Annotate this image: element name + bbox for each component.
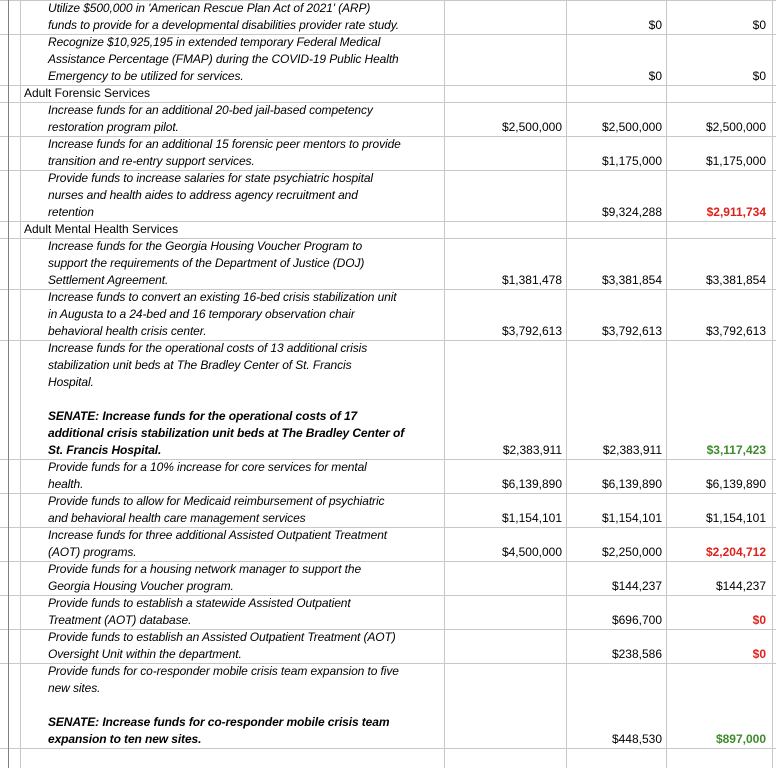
item-description: Increase funds for an additional 15 forensic peer mentors to provide transition and re-entry support services. [48,137,401,168]
amount-cell-c2: $1,175,000 [601,154,662,168]
column-gridline [566,0,567,768]
amount-cell-c2: $238,586 [611,647,662,661]
amount-cell-c2: $144,237 [611,579,662,593]
amount-cell-c1: $6,139,890 [501,477,562,491]
senate-amendment-text: St. Francis Hospital. [48,443,162,457]
amount-cell-c2: $3,381,854 [601,273,662,287]
amount-cell-c3: $0 [752,18,766,32]
section-header: Adult Forensic Services [24,86,151,100]
amount-cell-c3: $3,792,613 [705,324,766,338]
row-gridline [0,629,776,630]
row-gridline [0,663,776,664]
row-gridline [0,238,776,239]
row-gridline [0,289,776,290]
row-gridline [0,221,776,222]
amount-cell-c2: $2,250,000 [601,545,662,559]
column-gridline [444,0,445,768]
amount-cell-c3: $2,500,000 [705,120,766,134]
amount-cell-c2: $448,530 [611,732,662,746]
column-gridline [8,0,9,768]
column-gridline [666,0,667,768]
amount-cell-c3: $0 [752,69,766,83]
item-description: Increase funds to convert an existing 16-bed crisis stabilization unit in Augusta to a 24-bed and 16 temporary observation chair behavioral health crisis center. [48,290,397,338]
amount-cell-c2: $1,154,101 [601,511,662,525]
amount-cell-c2: $3,792,613 [601,324,662,338]
senate-amendment-text: SENATE: Increase funds for the operational costs of 17 [48,409,358,423]
item-description: Increase funds for an additional 20-bed jail-based competency restoration program pilot. [48,103,373,134]
amount-cell-c2: $696,700 [611,613,662,627]
amount-cell-c3: $0 [752,613,766,627]
amount-cell-c3: $1,154,101 [705,511,766,525]
amount-cell-c1: $1,154,101 [501,511,562,525]
row-gridline [0,0,776,1]
amount-cell-c3: $3,381,854 [705,273,766,287]
item-description: Increase funds for three additional Assisted Outpatient Treatment (AOT) programs. [48,528,388,559]
amount-cell-c3: $2,204,712 [705,545,766,559]
amount-cell-c3: $3,117,423 [706,443,766,457]
row-gridline [0,136,776,137]
section-header: Adult Mental Health Services [24,222,179,236]
row-gridline [0,561,776,562]
amount-cell-c1: $2,500,000 [501,120,562,134]
item-description: Provide funds to allow for Medicaid reimbursement of psychiatric and behavioral health care management services [48,494,385,525]
senate-amendment-text: additional crisis stabilization unit beds at The Bradley Center of [48,426,405,440]
amount-cell-c2: $2,500,000 [601,120,662,134]
amount-cell-c2: $0 [648,69,662,83]
item-description: Utilize $500,000 in 'American Rescue Plan Act of 2021' (ARP) funds to provide for a developmental disabilities provider rate study. [48,1,399,32]
item-description: Provide funds for a housing network manager to support the Georgia Housing Voucher program. [48,562,362,593]
row-gridline [0,493,776,494]
column-gridline [772,0,773,768]
column-gridline [20,0,21,768]
amount-cell-c2: $2,383,911 [602,443,662,457]
amount-cell-c3: $6,139,890 [705,477,766,491]
row-gridline [0,102,776,103]
senate-amendment-text: expansion to ten new sites. [48,732,202,746]
amount-cell-c2: $6,139,890 [601,477,662,491]
amount-cell-c1: $3,792,613 [501,324,562,338]
item-description: Provide funds for a 10% increase for core services for mental health. [48,460,367,491]
senate-amendment-text: SENATE: Increase funds for co-responder mobile crisis team [48,715,390,729]
amount-cell-c3: $0 [752,647,766,661]
amount-cell-c3: $1,175,000 [705,154,766,168]
row-gridline [0,170,776,171]
item-description: Provide funds for co-responder mobile crisis team expansion to five new sites. SENATE: Increase funds for co-responder mobile crisis team expansion to ten new sites. [48,663,440,748]
row-gridline [0,459,776,460]
amount-cell-c2: $9,324,288 [601,205,662,219]
item-description: Recognize $10,925,195 in extended temporary Federal Medical Assistance Percentage (FMAP) during the COVID-19 Public Health Emergency to be utilized for services. [48,35,399,83]
row-gridline [0,340,776,341]
row-gridline [0,34,776,35]
row-gridline [0,85,776,86]
item-description: Provide funds to establish a statewide Assisted Outpatient Treatment (AOT) database. [48,596,351,627]
amount-cell-c3: $144,237 [715,579,766,593]
item-description: Increase funds for the operational costs of 13 additional crisis stabilization unit beds at The Bradley Center of St. Francis Hospital. SENATE: Increase funds for the operational costs of 17 additional crisis stabilization unit beds at The Bradley Center of St. Francis Hospital. [48,340,440,459]
amount-cell-c1: $2,383,911 [502,443,562,457]
row-gridline [0,527,776,528]
amount-cell-c1: $4,500,000 [501,545,562,559]
row-gridline [0,595,776,596]
row-gridline [0,748,776,749]
amount-cell-c2: $0 [648,18,662,32]
amount-cell-c1: $1,381,478 [501,273,562,287]
item-description: Provide funds to increase salaries for state psychiatric hospital nurses and health aides to address agency recruitment and retention [48,171,373,219]
amount-cell-c3: $2,911,734 [706,205,766,219]
item-description: Increase funds for the Georgia Housing Voucher Program to support the requirements of the Department of Justice (DOJ) Settlement Agreement. [48,239,365,287]
amount-cell-c3: $897,000 [715,732,766,746]
item-description: Provide funds to establish an Assisted Outpatient Treatment (AOT) Oversight Unit within the department. [48,630,396,661]
